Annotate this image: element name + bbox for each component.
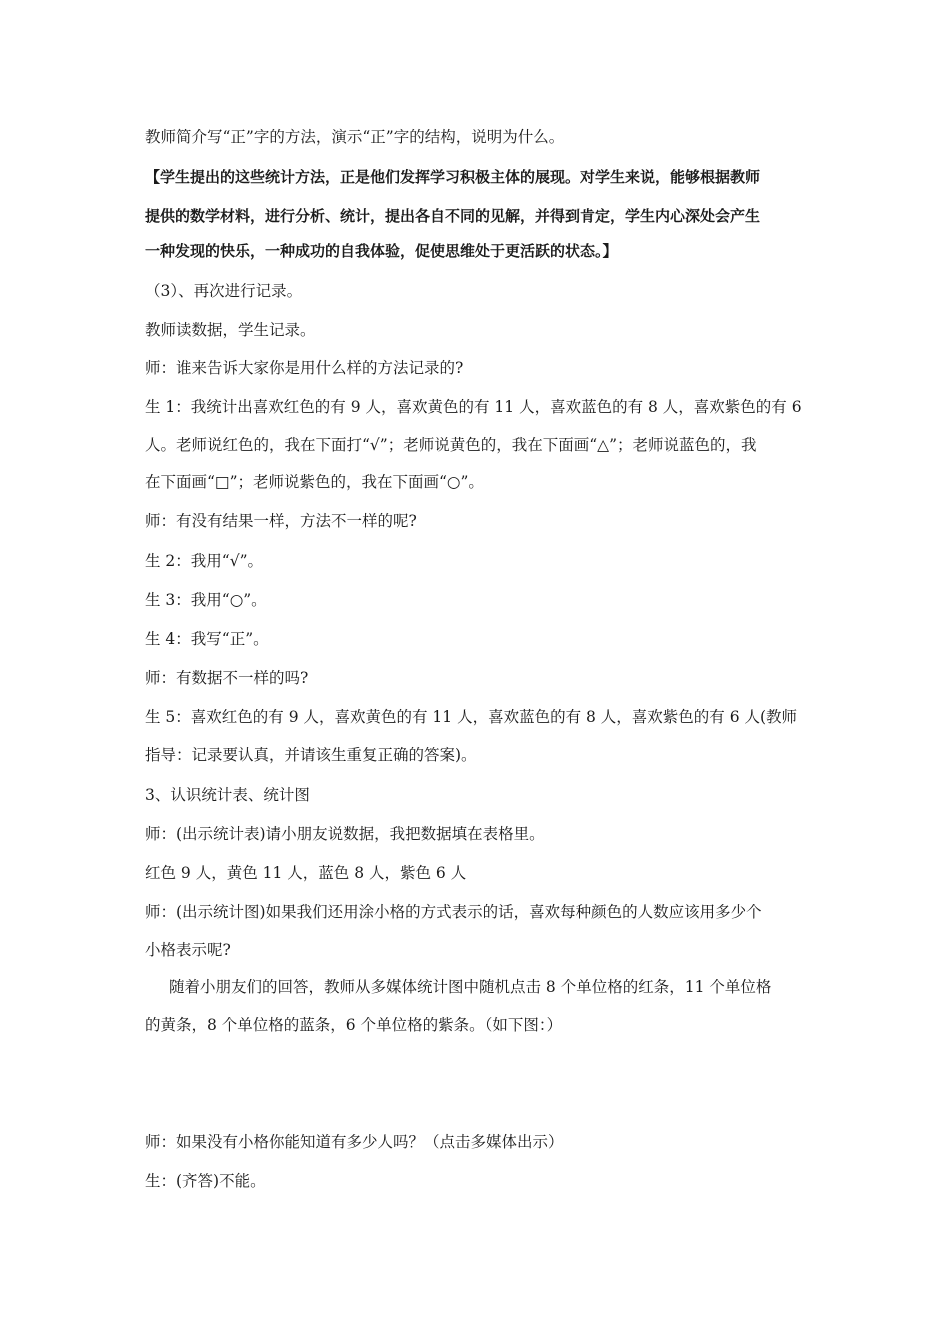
section-heading: （3）、再次进行记录。: [145, 282, 303, 300]
dialogue-line: 小格表示呢?: [145, 941, 231, 959]
dialogue-line: 师：有没有结果一样，方法不一样的呢?: [145, 512, 417, 530]
dialogue-line: 师：谁来告诉大家你是用什么样的方法记录的?: [145, 359, 464, 377]
section-heading: 3、认识统计表、统计图: [145, 786, 310, 804]
dialogue-line: 人。老师说红色的，我在下面打“√”；老师说黄色的，我在下面画“△”；老师说蓝色的，我: [145, 436, 757, 454]
dialogue-line: 生 4：我写“正”。: [145, 630, 269, 648]
commentary-line: 提供的数学材料，进行分析、统计，提出各自不同的见解，并得到肯定，学生内心深处会产生: [145, 207, 761, 225]
dialogue-line: 在下面画“□”；老师说紫色的，我在下面画“○”。: [145, 473, 484, 491]
dialogue-line: 师：如果没有小格你能知道有多少人吗？（点击多媒体出示）: [145, 1133, 564, 1151]
commentary-line: 一种发现的快乐，一种成功的自我体验，促使思维处于更活跃的状态。】: [145, 242, 618, 260]
paragraph-line: 教师简介写“正”字的方法，演示“正”字的结构，说明为什么。: [145, 128, 565, 146]
paragraph-line: 的黄条，8 个单位格的蓝条，6 个单位格的紫条。（如下图：）: [145, 1016, 563, 1034]
dialogue-line: 生 5：喜欢红色的有 9 人，喜欢黄色的有 11 人，喜欢蓝色的有 8 人，喜欢紫色的有 6 人(教师: [145, 708, 798, 726]
dialogue-line: 师：(出示统计图)如果我们还用涂小格的方式表示的话，喜欢每种颜色的人数应该用多少个: [145, 903, 762, 921]
dialogue-line: 生：(齐答)不能。: [145, 1172, 266, 1190]
dialogue-line: 生 2：我用“√”。: [145, 552, 264, 570]
dialogue-line: 师：(出示统计表)请小朋友说数据，我把数据填在表格里。: [145, 825, 545, 843]
dialogue-line: 师：有数据不一样的吗?: [145, 669, 309, 687]
commentary-line: 【学生提出的这些统计方法，正是他们发挥学习积极主体的展现。对学生来说，能够根据教师: [145, 168, 761, 186]
dialogue-line: 生 1：我统计出喜欢红色的有 9 人，喜欢黄色的有 11 人，喜欢蓝色的有 8 人，喜欢紫色的有 6: [145, 398, 802, 416]
dialogue-line: 指导：记录要认真，并请该生重复正确的答案)。: [145, 746, 477, 764]
paragraph-line: 教师读数据，学生记录。: [145, 321, 316, 339]
paragraph-line: 随着小朋友们的回答，教师从多媒体统计图中随机点击 8 个单位格的红条，11 个单位格: [169, 978, 772, 996]
dialogue-line: 生 3：我用“○”。: [145, 591, 267, 609]
paragraph-line: 红色 9 人，黄色 11 人，蓝色 8 人，紫色 6 人: [145, 864, 467, 882]
